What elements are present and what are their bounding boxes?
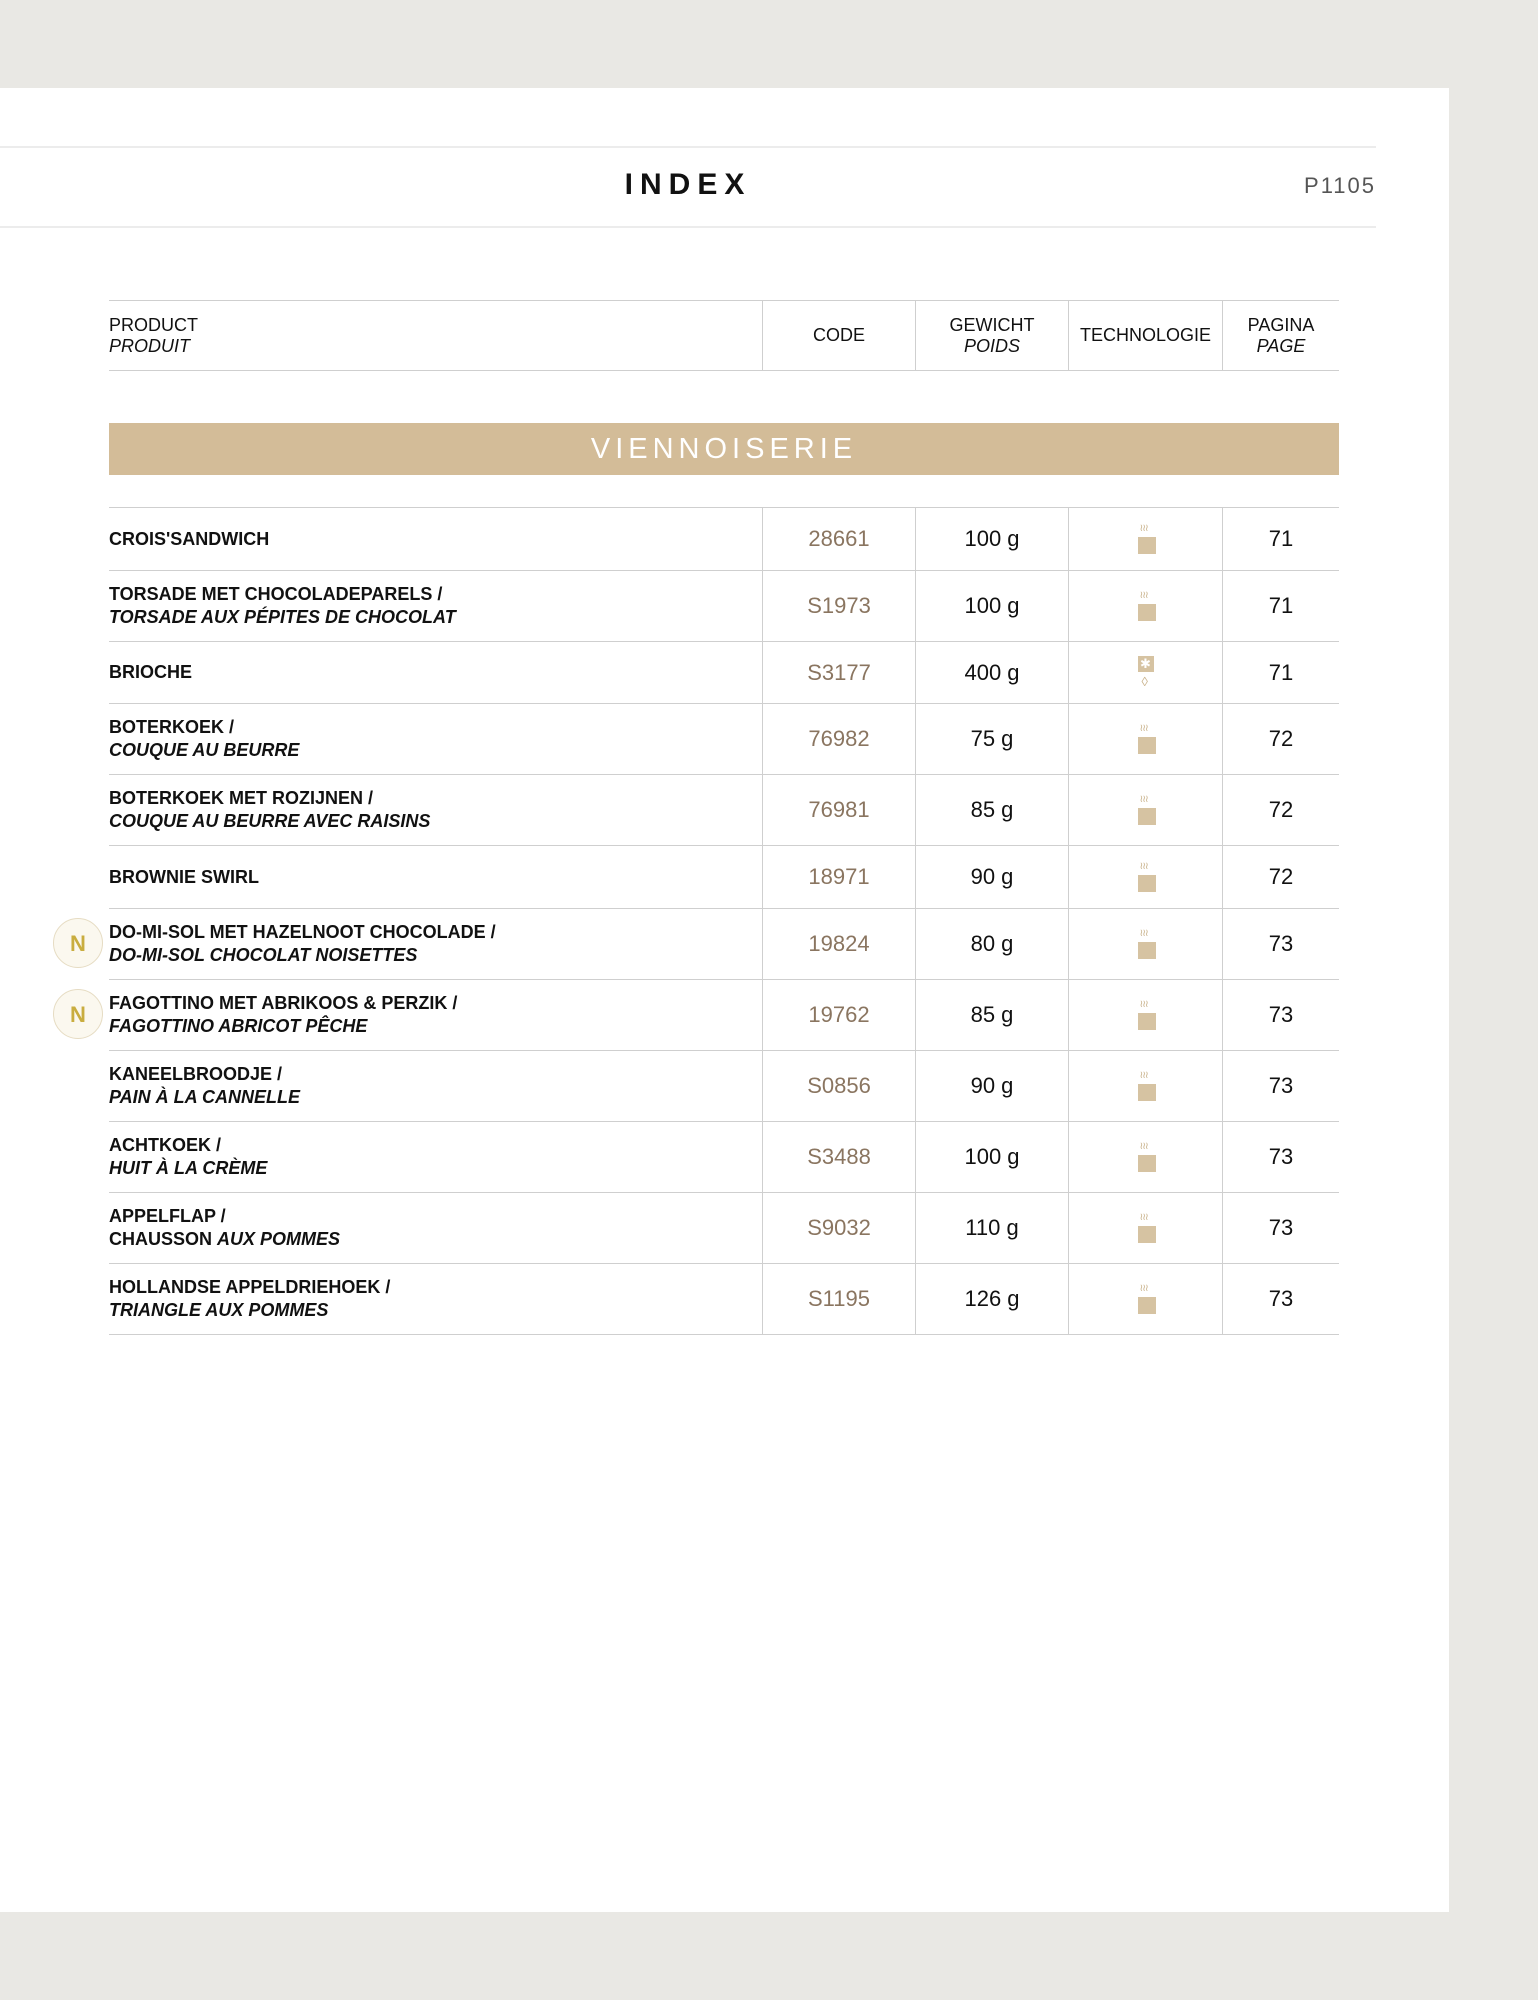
col-weight [915,301,1068,370]
product-tech [1068,909,1222,979]
table-row [109,642,1339,704]
table-row [109,571,1339,642]
bake-icon: ≀≀≀ [1136,1213,1156,1243]
product-code: 76981 [762,775,915,845]
product-page: 71 [1222,571,1339,641]
product-name-cell [109,1051,762,1121]
product-name-cell [109,1193,762,1263]
product-page: 73 [1222,980,1339,1050]
index-table [70,300,1339,1335]
product-tech [1068,980,1222,1050]
product-name-cell [109,1122,762,1192]
product-tech [1068,1264,1222,1334]
thaw-icon: ✱ ◊ [1135,656,1157,690]
section-banner: VIENNOISERIE [109,423,1339,475]
new-badge-icon: N [53,989,103,1039]
product-name-fr: DO-MI-SOL CHOCOLAT NOISETTES [109,945,418,965]
product-weight: 90 g [915,846,1068,908]
product-code: S9032 [762,1193,915,1263]
bake-icon: ≀≀≀ [1136,1071,1156,1101]
product-name-fr: COUQUE AU BEURRE AVEC RAISINS [109,811,431,831]
table-row [109,508,1339,571]
col-weight-label: GEWICHT [949,314,1035,335]
product-name-cell [109,846,762,908]
product-weight: 75 g [915,704,1068,774]
product-name-fr: COUQUE AU BEURRE [109,740,300,760]
product-list [70,507,1339,1335]
bake-icon: ≀≀≀ [1136,524,1156,554]
product-tech [1068,1051,1222,1121]
product-tech [1068,1193,1222,1263]
product-weight: 400 g [915,642,1068,703]
product-name-cell [109,704,762,774]
product-page: 71 [1222,508,1339,570]
col-tech-label: TECHNOLOGIE [1079,325,1212,345]
product-name-nl: DO-MI-SOL MET HAZELNOOT CHOCOLADE / [109,922,496,942]
table-row [70,980,1339,1051]
product-name-nl: APPELFLAP / [109,1206,226,1226]
product-name-fr: CHAUSSON AUX POMMES [109,1229,341,1249]
product-page: 73 [1222,909,1339,979]
product-weight: 126 g [915,1264,1068,1334]
product-name-fr: HUIT À LA CRÈME [109,1158,268,1178]
product-name-nl: BOTERKOEK / [109,717,235,737]
product-page: 72 [1222,775,1339,845]
product-name-cell [109,642,762,703]
bake-icon: ≀≀≀ [1136,862,1156,892]
product-tech [1068,1122,1222,1192]
product-page: 73 [1222,1051,1339,1121]
col-product [109,301,762,370]
table-row [109,1193,1339,1264]
product-page: 73 [1222,1122,1339,1192]
product-name-nl: HOLLANDSE APPELDRIEHOEK / [109,1277,391,1297]
product-weight: 100 g [915,1122,1068,1192]
product-name-cell [109,571,762,641]
product-tech [1068,846,1222,908]
product-weight: 100 g [915,571,1068,641]
bake-icon: ≀≀≀ [1136,929,1156,959]
product-code: 19762 [762,980,915,1050]
product-name-nl: ACHTKOEK / [109,1135,221,1155]
product-code: 28661 [762,508,915,570]
product-code: S3177 [762,642,915,703]
table-row [109,1122,1339,1193]
table-header [109,300,1339,371]
product-tech [1068,642,1222,703]
product-name-nl: CROIS'SANDWICH [109,528,270,549]
page-title: INDEX [624,168,752,201]
product-page: 73 [1222,1193,1339,1263]
col-code-label: CODE [812,325,865,345]
bake-icon: ≀≀≀ [1136,724,1156,754]
product-name-nl: TORSADE MET CHOCOLADEPARELS / [109,584,443,604]
product-name-fr: TRIANGLE AUX POMMES [109,1300,329,1320]
product-code: S3488 [762,1122,915,1192]
col-weight-label-fr: POIDS [963,335,1020,356]
product-page: 73 [1222,1264,1339,1334]
bake-icon: ≀≀≀ [1136,1284,1156,1314]
product-name-cell [109,1264,762,1334]
table-row [109,1264,1339,1335]
col-product-label-fr: PRODUIT [109,335,190,356]
product-name-nl: BRIOCHE [109,662,193,682]
product-name-nl: KANEELBROODJE / [109,1064,283,1084]
product-name-cell [70,909,762,979]
col-code [762,301,915,370]
page-sheet [0,88,1449,1912]
bake-icon: ≀≀≀ [1136,1000,1156,1030]
product-name-cell [70,980,762,1050]
col-page [1222,301,1339,370]
product-name-fr: FAGOTTINO ABRICOT PÊCHE [109,1016,368,1036]
product-tech [1068,571,1222,641]
new-badge-icon: N [53,918,103,968]
product-code: S1195 [762,1264,915,1334]
product-name-fr: TORSADE AUX PÉPITES DE CHOCOLAT [109,607,456,627]
table-row [70,909,1339,980]
product-code: S1973 [762,571,915,641]
product-name-nl: BOTERKOEK MET ROZIJNEN / [109,788,374,808]
product-code: S0856 [762,1051,915,1121]
product-name-fr: PAIN À LA CANNELLE [109,1087,300,1107]
product-page: 71 [1222,642,1339,703]
bake-icon: ≀≀≀ [1136,795,1156,825]
col-product-label: PRODUCT [109,314,198,335]
product-weight: 85 g [915,980,1068,1050]
product-tech [1068,508,1222,570]
product-weight: 85 g [915,775,1068,845]
table-row [109,846,1339,909]
product-code: 76982 [762,704,915,774]
product-code: 19824 [762,909,915,979]
product-code: 18971 [762,846,915,908]
product-weight: 80 g [915,909,1068,979]
bake-icon: ≀≀≀ [1136,591,1156,621]
product-name-cell [109,775,762,845]
product-tech [1068,775,1222,845]
header-bar [0,146,1376,228]
product-name-nl: FAGOTTINO MET ABRIKOOS & PERZIK / [109,993,458,1013]
product-page: 72 [1222,704,1339,774]
table-row [109,704,1339,775]
page-number: P1105 [1304,173,1376,198]
product-weight: 100 g [915,508,1068,570]
col-tech [1068,301,1222,370]
product-tech [1068,704,1222,774]
product-name-nl: BROWNIE SWIRL [109,866,259,887]
table-row [109,1051,1339,1122]
col-page-label-fr: PAGE [1256,335,1306,356]
table-row [109,775,1339,846]
product-weight: 90 g [915,1051,1068,1121]
product-name-cell [109,508,762,570]
col-page-label: PAGINA [1247,314,1315,335]
bake-icon: ≀≀≀ [1136,1142,1156,1172]
product-page: 72 [1222,846,1339,908]
product-weight: 110 g [915,1193,1068,1263]
